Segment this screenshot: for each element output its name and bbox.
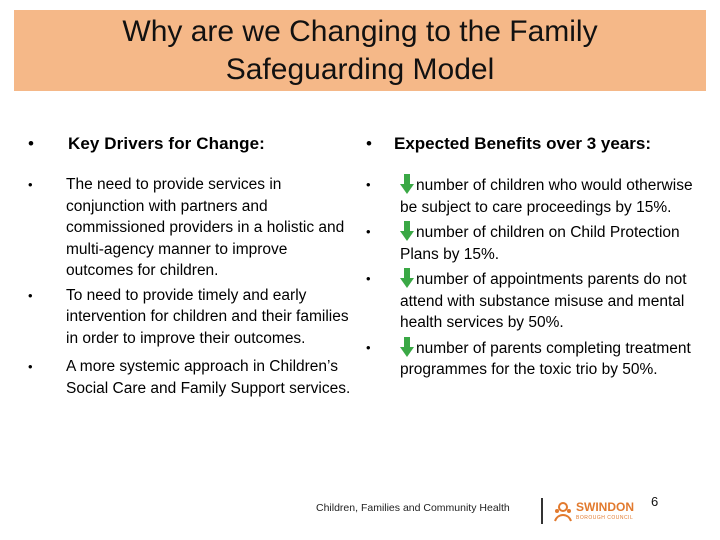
list-item xyxy=(366,174,701,218)
list-item xyxy=(28,285,358,350)
expected-benefits-heading xyxy=(366,134,701,156)
swindon-logo-icon xyxy=(552,499,574,525)
list-item xyxy=(366,268,701,334)
logo-subtitle: BOROUGH COUNCIL xyxy=(576,515,634,521)
list-item xyxy=(28,356,358,399)
slide-title xyxy=(122,13,597,89)
driver-text: To need to provide timely and early intervention for children and their families in order to improve their outcomes. xyxy=(66,286,349,347)
key-drivers-heading-text: Key Drivers for Change: xyxy=(68,134,265,153)
footer-divider xyxy=(541,498,543,524)
down-arrow-icon xyxy=(400,221,414,241)
list-item xyxy=(28,174,358,282)
driver-text: A more systemic approach in Children’s Social Care and Family Support services. xyxy=(66,358,351,397)
benefit-text: number of appointments parents do not attend with substance misuse and mental health services by 50%. xyxy=(400,271,687,331)
bullet-icon: • xyxy=(366,134,372,153)
down-arrow-icon xyxy=(400,268,414,288)
benefit-text: number of parents completing treatment programmes for the toxic trio by 50%. xyxy=(400,339,691,378)
bullet-icon: • xyxy=(366,177,371,192)
benefit-text: number of children on Child Protection Plans by 15%. xyxy=(400,224,680,263)
down-arrow-icon xyxy=(400,337,414,357)
logo-wordmark: SWINDON xyxy=(576,500,634,514)
slide-title-line-1: Why are we Changing to the Family xyxy=(122,14,598,48)
title-banner xyxy=(14,10,706,91)
bullet-icon: • xyxy=(366,339,371,355)
bullet-icon: • xyxy=(28,359,33,374)
key-drivers-column xyxy=(28,134,358,402)
page-number: 6 xyxy=(651,494,659,509)
key-drivers-heading xyxy=(28,134,358,156)
bullet-icon: • xyxy=(366,271,371,286)
expected-benefits-heading-text: Expected Benefits over 3 years: xyxy=(394,134,652,153)
expected-benefits-column xyxy=(366,134,701,384)
benefit-text: number of children who would otherwise be subject to care proceedings by 15%. xyxy=(400,177,693,216)
footer-department-text: Children, Families and Community Health xyxy=(316,502,510,514)
swindon-logo xyxy=(552,497,642,527)
bullet-icon: • xyxy=(28,134,34,153)
bullet-icon: • xyxy=(28,287,33,303)
down-arrow-icon xyxy=(400,174,414,194)
list-item xyxy=(366,337,701,381)
driver-text: The need to provide services in conjunction with partners and commissioned providers in a holistic and multi-agency manner to improve outcomes for children. xyxy=(66,176,345,279)
bullet-icon: • xyxy=(28,177,33,192)
bullet-icon: • xyxy=(366,224,371,239)
list-item xyxy=(366,221,701,265)
slide-title-line-2: Safeguarding Model xyxy=(225,52,495,86)
